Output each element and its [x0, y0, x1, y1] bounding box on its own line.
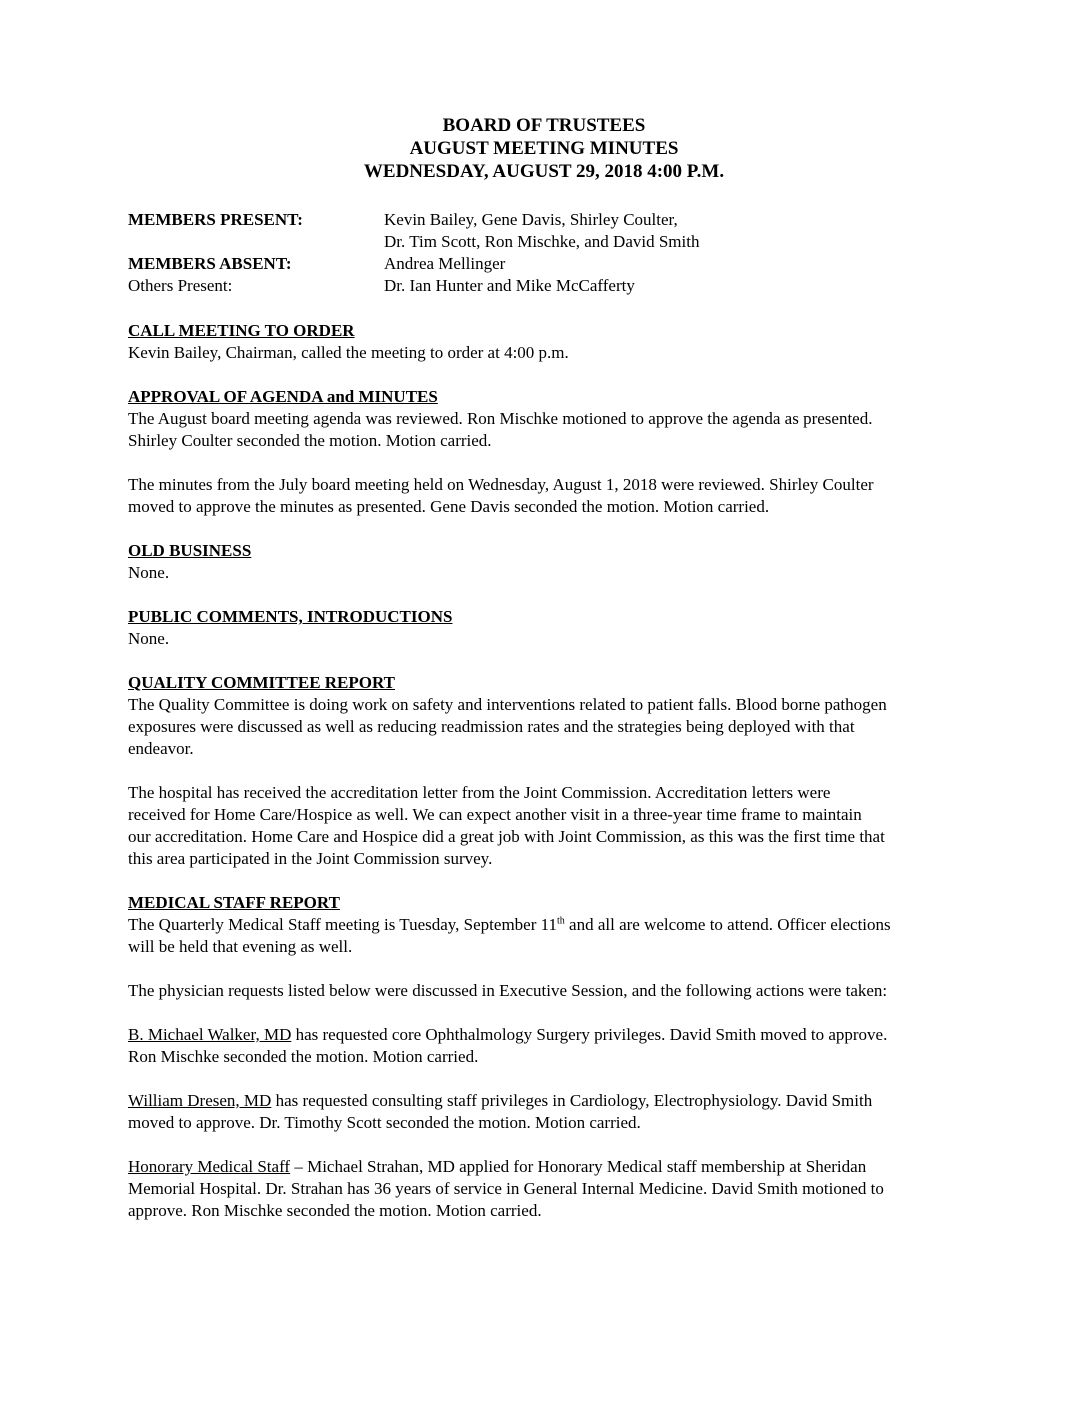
others-present-row: [128, 275, 988, 297]
paragraph-line: The August board meeting agenda was reviewed. Ron Mischke motioned to approve the agenda as presented.: [128, 409, 873, 428]
title-line-board: BOARD OF TRUSTEES: [442, 115, 646, 136]
honorary-staff-label: Honorary Medical Staff: [128, 1157, 291, 1176]
others-present-value: Dr. Ian Hunter and Mike McCafferty: [384, 276, 635, 295]
paragraph-line: [128, 1156, 996, 1178]
section-quality-committee: [128, 672, 996, 870]
paragraph-line: moved to approve. Dr. Timothy Scott seconded the motion. Motion carried.: [128, 1113, 641, 1132]
paragraph-line: Shirley Coulter seconded the motion. Motion carried.: [128, 431, 492, 450]
document-title: [0, 114, 1088, 183]
members-present-line: Kevin Bailey, Gene Davis, Shirley Coulter,: [384, 210, 678, 229]
attendance-block: [128, 209, 988, 297]
members-absent-value: Andrea Mellinger: [384, 254, 506, 273]
paragraph-line: The Quality Committee is doing work on safety and interventions related to patient falls. Blood borne pathogen: [128, 695, 887, 714]
section-heading: MEDICAL STAFF REPORT: [128, 893, 340, 912]
text-run: – Michael Strahan, MD applied for Honorary Medical staff membership at Sheridan: [290, 1157, 867, 1176]
paragraph-line: endeavor.: [128, 739, 194, 758]
text-run: has requested core Ophthalmology Surgery privileges. David Smith moved to approve.: [291, 1025, 888, 1044]
paragraph-line: received for Home Care/Hospice as well. We can expect another visit in a three-year time frame to maintain: [128, 805, 862, 824]
section-approval-agenda: [128, 386, 996, 518]
paragraph-line: approve. Ron Mischke seconded the motion. Motion carried.: [128, 1201, 542, 1220]
superscript-text: th: [557, 915, 565, 927]
paragraph-line: [128, 1024, 996, 1046]
paragraph-line: moved to approve the minutes as presented. Gene Davis seconded the motion. Motion carried.: [128, 497, 770, 516]
members-present-label: MEMBERS PRESENT:: [128, 210, 303, 229]
others-present-label: Others Present:: [128, 276, 233, 295]
members-present-row: [128, 209, 988, 253]
paragraph-line: our accreditation. Home Care and Hospice did a great job with Joint Commission, as this was the first time that: [128, 827, 885, 846]
section-heading: APPROVAL OF AGENDA and MINUTES: [128, 387, 438, 406]
title-line-date: WEDNESDAY, AUGUST 29, 2018 4:00 P.M.: [363, 161, 725, 182]
members-absent-label: MEMBERS ABSENT:: [128, 254, 292, 273]
minutes-body: [128, 320, 996, 1222]
section-public-comments: [128, 606, 996, 650]
paragraph-line: Memorial Hospital. Dr. Strahan has 36 years of service in General Internal Medicine. David Smith motioned to: [128, 1179, 884, 1198]
section-call-to-order: [128, 320, 996, 364]
paragraph-line: [128, 914, 996, 936]
text-run: The Quarterly Medical Staff meeting is Tuesday, September 11: [128, 915, 558, 934]
section-old-business: [128, 540, 996, 584]
paragraph-line: this area participated in the Joint Commission survey.: [128, 849, 493, 868]
section-heading: CALL MEETING TO ORDER: [128, 321, 355, 340]
paragraph-line: None.: [128, 629, 170, 648]
paragraph-line: Kevin Bailey, Chairman, called the meeting to order at 4:00 p.m.: [128, 343, 569, 362]
paragraph-line: The minutes from the July board meeting held on Wednesday, August 1, 2018 were reviewed. Shirley Coulter: [128, 475, 874, 494]
paragraph-line: exposures were discussed as well as reducing readmission rates and the strategies being deployed with that: [128, 717, 855, 736]
section-medical-staff: [128, 892, 996, 1222]
paragraph-line: The hospital has received the accreditation letter from the Joint Commission. Accreditation letters were: [128, 783, 831, 802]
section-heading: QUALITY COMMITTEE REPORT: [128, 673, 396, 692]
members-present-value: [384, 209, 988, 253]
paragraph-line: Ron Mischke seconded the motion. Motion carried.: [128, 1047, 479, 1066]
title-line-minutes: AUGUST MEETING MINUTES: [409, 138, 679, 159]
members-present-line: Dr. Tim Scott, Ron Mischke, and David Smith: [384, 232, 700, 251]
paragraph-line: The physician requests listed below were discussed in Executive Session, and the following actions were taken:: [128, 981, 888, 1000]
paragraph-line: will be held that evening as well.: [128, 937, 353, 956]
physician-name: William Dresen, MD: [128, 1091, 272, 1110]
section-heading: OLD BUSINESS: [128, 541, 252, 560]
physician-name: B. Michael Walker, MD: [128, 1025, 292, 1044]
paragraph-line: [128, 1090, 996, 1112]
text-run: has requested consulting staff privileges in Cardiology, Electrophysiology. David Smith: [271, 1091, 873, 1110]
section-heading: PUBLIC COMMENTS, INTRODUCTIONS: [128, 607, 453, 626]
text-run: and all are welcome to attend. Officer elections: [564, 915, 891, 934]
members-absent-row: [128, 253, 988, 275]
paragraph-line: None.: [128, 563, 170, 582]
